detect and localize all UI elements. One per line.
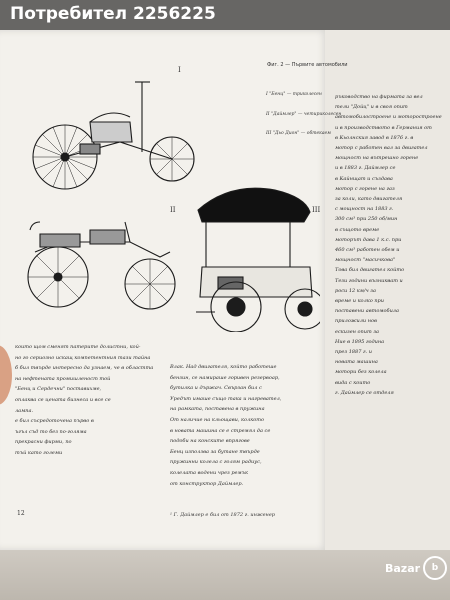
figure-caption-1: I "Бенц" — триколесен <box>266 92 322 97</box>
watermark-text: Bazar <box>385 562 421 575</box>
car-illustration <box>20 62 320 332</box>
left-column-text: които щом сменят патерите долистни, кой- но го сериозно искащ компетентния тази тайна б бил твърде интересно да узнаем, че в областта на нефтената промишленост той "Бенц и Сердечни" поставихме, оплаква се цената бизнеса и все се лампа. е бил съсредоточена първо в ъгъл съд то без по-голяма прекрасни фирми, по тъй като големи <box>15 344 154 456</box>
fig-label-3: III <box>312 206 320 214</box>
bazar-logo-icon: b <box>423 556 447 580</box>
page-number: 12 <box>17 510 25 517</box>
figure-caption-3: III "Дьо Дион" — обтекаем <box>266 131 331 136</box>
table-surface <box>0 550 450 600</box>
figure-caption-2: II "Даймлер" — четириколесен <box>266 112 342 117</box>
middle-column-text: Влак. Над двигателя, който работеше бензин, се намираше горивен резервоар, бутилка и държач. Свързан бил с Уредът имаше също така и нагревател, на рамката, поставена в пружина От наличие на кльощави, колкото в новата машина се е стремял да се подоби на конските впрягове Бенц използва за бутане твърде пружинни колела с голям радиус, колелата водени чрез ремък от конструктор Даймлер. <box>170 364 282 487</box>
user-label: Потребител 2256225 <box>10 4 216 24</box>
footnote: ¹ Г. Даймлер е бил от 1872 г. инженер <box>170 512 275 518</box>
figure-header: Фиг. 2 — Първите автомобили <box>267 62 348 68</box>
right-column-text: ръководство на фирмата за вел тели "Дойц" и в своя опит автомобилостроене и моторостроене и в производството в Германия от в Кьолнския завод в 1876 г. в мотор с работен вал за двигател мощност на вътрешно горене и в 1883 г. Даймлер се в Кайнщат и създава мотор с горене на газ за коли, като двигателя с мощност на 1883 г. 300 см³ при 250 об/мин в същото време моторът дава 1 к.с. при 460 см³ работен обем и мощност "масичкова" Това бил двигател който Тези години възникват и роси 12 км/ч за време и колко при поставени автомобила приложили нов ескизен опит за Ние в 1895 година през 1887 г. и новата машина мотори без колела вида с които г. Даймлер се отделя <box>335 94 442 396</box>
fig-label-2: II <box>170 206 176 214</box>
user-banner <box>0 0 450 30</box>
fig-label-1: I <box>178 66 181 74</box>
de-dion-car-drawing <box>196 188 320 332</box>
benz-tricycle-drawing <box>33 82 194 189</box>
daimler-carriage-drawing <box>28 222 175 309</box>
